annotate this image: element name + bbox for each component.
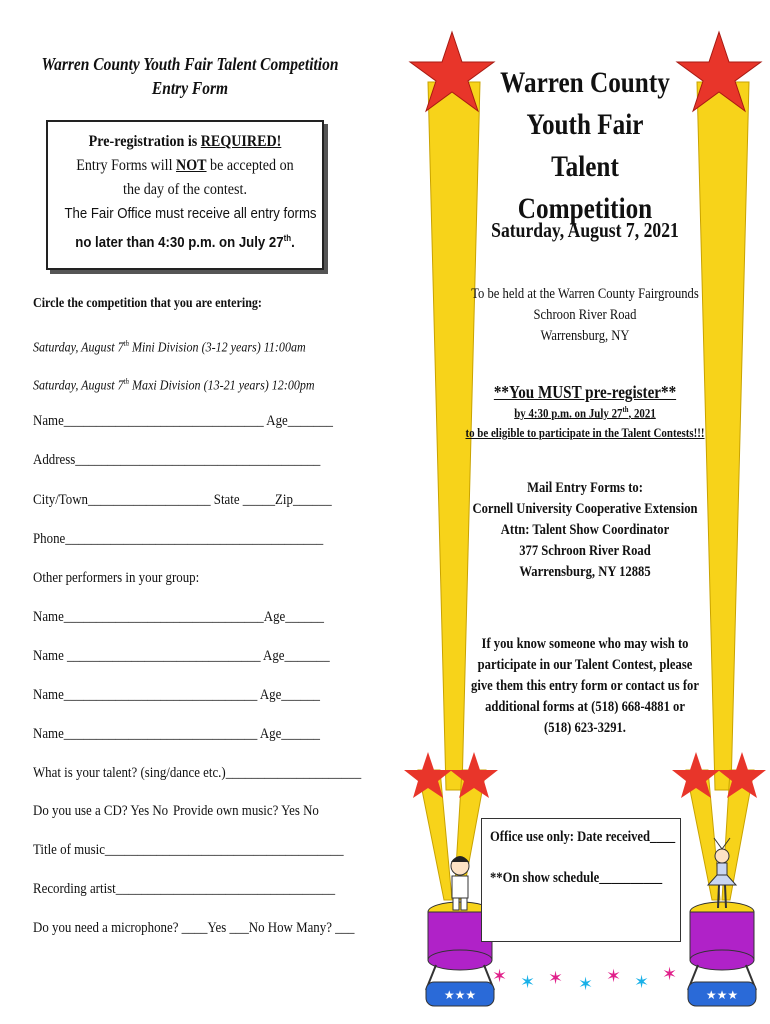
confetti-stars-icon xyxy=(492,964,677,995)
referral-line1: If you know someone who may wish to xyxy=(481,636,689,652)
mail-line4: 377 Schroon River Road xyxy=(519,543,651,559)
svg-text:★★★: ★★★ xyxy=(443,988,477,1002)
svg-text:★★★: ★★★ xyxy=(705,988,739,1002)
eligibility-line: to be eligible to participate in the Talent Contests!!! xyxy=(465,425,705,440)
name-field[interactable]: Name_______________________________ Age_______ xyxy=(33,413,333,429)
deadline-line: by 4:30 p.m. on July 27th, 2021 xyxy=(514,405,656,421)
svg-text:✶: ✶ xyxy=(492,966,508,987)
referral-line2: participate in our Talent Contest, please xyxy=(477,657,693,673)
form-title-line1: Warren County Youth Fair Talent Competition xyxy=(41,54,339,74)
notice-line2: Entry Forms will NOT be accepted on xyxy=(76,157,294,174)
svg-text:✶: ✶ xyxy=(662,964,678,985)
svg-text:✶: ✶ xyxy=(548,968,564,989)
mail-line2: Cornell University Cooperative Extension xyxy=(472,501,698,517)
circle-competition-label: Circle the competition that you are entering: xyxy=(33,296,262,311)
svg-text:✶: ✶ xyxy=(520,972,536,993)
svg-text:✶: ✶ xyxy=(578,974,594,995)
maxi-division-option[interactable]: Saturday, August 7th Maxi Division (13-21 years) 12:00pm xyxy=(33,377,315,394)
event-date: Saturday, August 7, 2021 xyxy=(491,218,679,242)
performer-name-field-2[interactable]: Name ______________________________ Age_______ xyxy=(33,648,330,664)
svg-text:✶: ✶ xyxy=(634,972,650,993)
referral-block xyxy=(440,634,730,739)
referral-line5: (518) 623-3291. xyxy=(544,720,626,736)
flyer-title-line1: Warren County xyxy=(500,66,670,99)
performer-name-field-3[interactable]: Name______________________________ Age______ xyxy=(33,687,321,703)
other-performers-label: Other performers in your group: xyxy=(33,570,200,586)
must-register-notice: **You MUST pre-register** xyxy=(493,382,677,402)
own-music-question[interactable]: Provide own music? Yes No xyxy=(173,803,319,819)
office-show-schedule[interactable]: **On show schedule__________ xyxy=(490,870,663,886)
cd-question[interactable]: Do you use a CD? Yes No xyxy=(33,803,169,819)
flyer-title xyxy=(465,62,705,230)
mail-line3: Attn: Talent Show Coordinator xyxy=(500,522,670,538)
referral-line4: additional forms at (518) 668-4881 or xyxy=(485,699,685,715)
mail-address-block xyxy=(440,478,730,583)
performer-name-field-1[interactable]: Name_______________________________Age______ xyxy=(33,609,324,625)
location-line2: Schroon River Road xyxy=(533,307,637,323)
flyer-title-line2: Youth Fair xyxy=(526,108,644,141)
mail-line5: Warrensburg, NY 12885 xyxy=(519,564,651,580)
microphone-field[interactable]: Do you need a microphone? ____Yes ___No How Many? ___ xyxy=(33,920,355,936)
mini-division-option[interactable]: Saturday, August 7th Mini Division (3-12 years) 11:00am xyxy=(33,339,306,356)
performer-name-field-4[interactable]: Name______________________________ Age______ xyxy=(33,726,321,742)
form-title-line2: Entry Form xyxy=(151,78,229,98)
notice-line3: the day of the contest. xyxy=(123,181,247,198)
referral-line3: give them this entry form or contact us for xyxy=(471,678,699,694)
city-state-zip-field[interactable]: City/Town___________________ State _____Zip______ xyxy=(33,492,332,508)
right-stage-drum-icon xyxy=(688,902,756,1006)
recording-artist-field[interactable]: Recording artist__________________________________ xyxy=(33,881,336,897)
office-use-box xyxy=(481,818,681,942)
phone-field[interactable]: Phone________________________________________ xyxy=(33,531,324,547)
location-line3: Warrensburg, NY xyxy=(540,328,630,344)
address-field[interactable]: Address______________________________________ xyxy=(33,452,321,468)
music-title-field[interactable]: Title of music_____________________________________ xyxy=(33,842,344,858)
mail-line1: Mail Entry Forms to: xyxy=(527,480,643,496)
location-line1: To be held at the Warren County Fairgrounds xyxy=(471,286,699,302)
office-date-received[interactable]: Office use only: Date received____ xyxy=(490,829,676,845)
flyer-title-line3: Talent Competition xyxy=(517,150,653,225)
talent-field[interactable]: What is your talent? (sing/dance etc.)_____________________ xyxy=(33,765,362,781)
notice-line5: no later than 4:30 p.m. on July 27th. xyxy=(75,233,295,251)
svg-text:✶: ✶ xyxy=(606,966,622,987)
notice-line1: Pre-registration is REQUIRED! xyxy=(88,133,282,150)
notice-line4: The Fair Office must receive all entry forms xyxy=(64,205,317,222)
location-block xyxy=(440,284,730,347)
